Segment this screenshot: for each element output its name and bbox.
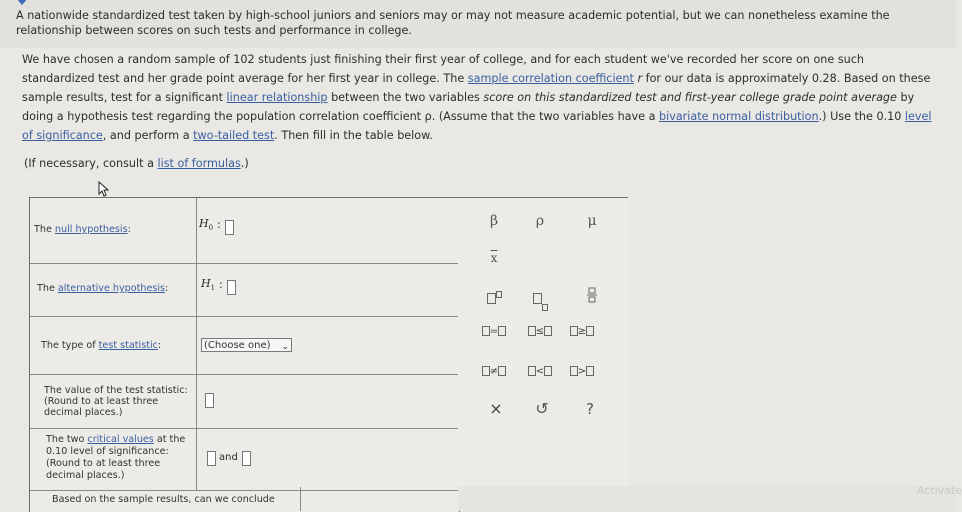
mu-button[interactable]: μ <box>587 213 597 229</box>
clear-button[interactable]: × <box>489 399 503 418</box>
relation-symbol: ≤ <box>535 326 545 337</box>
label-line: (Round to at least three <box>46 458 161 469</box>
chevron-down-icon[interactable] <box>16 0 28 6</box>
label-line: decimal places.) <box>46 470 125 481</box>
label-text: at the <box>153 434 186 445</box>
critical-value-1-input[interactable] <box>207 451 216 466</box>
test-statistic-input[interactable] <box>205 393 214 408</box>
footer-bar <box>458 486 956 511</box>
not-equal-button[interactable] <box>474 359 514 385</box>
less-equal-button[interactable] <box>520 319 560 345</box>
greater-equal-button[interactable] <box>562 319 602 345</box>
label-line: 0.10 level of significance: <box>46 446 169 457</box>
link-null-hypothesis[interactable]: null hypothesis <box>54 224 128 235</box>
relation-symbol: > <box>577 366 587 377</box>
problem-part: , and perform a <box>102 129 194 142</box>
conclusion-prompt: Based on the sample results, can we conclude <box>52 494 275 505</box>
problem-part: .) Use the 0.10 <box>818 110 905 123</box>
h-subscript: 1 <box>210 284 216 293</box>
box-glyph <box>528 326 536 336</box>
row-test-statistic-type <box>30 316 459 375</box>
label-text: The type of <box>41 340 99 351</box>
label-text: : <box>165 283 169 294</box>
link-critical-values[interactable]: critical values <box>87 434 154 445</box>
problem-part: for our data is approximately 0.28. Based on these sample results, test for a significant <box>22 72 931 104</box>
conclusion-cell <box>300 487 459 511</box>
relation-symbol: = <box>489 326 499 337</box>
alternative-hypothesis-label <box>37 283 168 294</box>
box-glyph <box>498 366 506 376</box>
undo-button[interactable]: ↺ <box>535 399 549 418</box>
box-glyph <box>544 326 552 336</box>
colon: : <box>219 278 223 291</box>
h-subscript: 0 <box>208 224 214 233</box>
formulas-suffix: .) <box>240 157 249 170</box>
h0-symbol <box>199 217 213 232</box>
rho-button[interactable]: ρ <box>535 213 545 229</box>
label-cell <box>30 263 197 316</box>
chevron-down-icon: ⌄ <box>281 342 289 352</box>
h-letter: H <box>199 217 209 230</box>
answer-table <box>29 197 460 512</box>
box-glyph <box>570 326 578 336</box>
problem-part: between the two variables <box>327 91 484 104</box>
box-glyph <box>533 293 542 304</box>
problem-text <box>22 50 932 145</box>
link-alternative-hypothesis[interactable]: alternative hypothesis <box>57 283 166 294</box>
subscript-button[interactable] <box>520 285 560 311</box>
and-text: and <box>219 452 238 463</box>
box-glyph <box>570 366 578 376</box>
critical-value-2-input[interactable] <box>242 451 251 466</box>
link-two-tailed-test[interactable]: two-tailed test <box>193 129 275 142</box>
link-bivariate-normal[interactable]: bivariate normal distribution <box>659 110 819 123</box>
label-line: (Round to at least three <box>44 396 159 407</box>
xbar-button[interactable]: $\overline{x}$ <box>490 251 498 265</box>
box-glyph <box>586 326 594 336</box>
relation-symbol: ≠ <box>489 366 499 377</box>
intro-text: A nationwide standardized test taken by high-school juniors and seniors may or may not measure academic potential, but we can nonetheless examine the relationship between scores on such tests and performance in college. <box>16 9 890 37</box>
label-line: decimal places.) <box>44 407 123 418</box>
test-statistic-type-label <box>41 340 161 351</box>
box-glyph <box>482 326 490 336</box>
link-list-of-formulas[interactable]: list of formulas <box>157 157 241 170</box>
row-critical-values <box>30 428 459 491</box>
critical-values-label <box>46 434 185 482</box>
r-symbol: r <box>637 72 643 85</box>
problem-part: . Then fill in the table below. <box>274 129 433 142</box>
box-glyph <box>498 326 506 336</box>
variables-italic: score on this standardized test and first-year college grade point average <box>483 91 897 104</box>
less-than-button[interactable] <box>520 359 560 385</box>
test-statistic-select[interactable] <box>201 338 292 352</box>
formulas-note <box>24 156 249 171</box>
h1-symbol <box>201 277 215 292</box>
label-text: The two <box>46 434 88 445</box>
box-glyph <box>542 304 548 311</box>
problem-part: We have chosen a random sample of 102 students just finishing their first year of college, and for each student we've recorded her score on one such standardized test and her grade point average for her first year in college. The <box>22 53 864 85</box>
problem-part: by doing a hypothesis test regarding the population correlation coefficient ρ. (Assume that the two variables have a <box>22 91 915 123</box>
link-linear-relationship[interactable]: linear relationship <box>226 91 328 104</box>
value-cell <box>197 374 459 428</box>
box-glyph <box>544 366 552 376</box>
row-test-statistic-value <box>30 374 459 429</box>
value-cell <box>197 428 459 490</box>
label-text: : <box>157 340 162 351</box>
link-test-statistic[interactable]: test statistic <box>98 340 158 351</box>
label-text: The <box>37 283 58 294</box>
box-glyph <box>482 366 490 376</box>
symbol-palette <box>458 197 628 487</box>
row-null-hypothesis <box>30 198 459 264</box>
fraction-button[interactable] <box>572 285 612 311</box>
link-level-of-significance[interactable]: level of significance <box>22 110 932 142</box>
equals-button[interactable] <box>474 319 514 345</box>
h-letter: H <box>201 277 211 290</box>
label-cell <box>30 374 197 428</box>
beta-button[interactable]: β <box>489 213 499 229</box>
null-hypothesis-label <box>34 224 131 235</box>
superscript-button[interactable] <box>474 285 514 311</box>
activate-watermark: Activate <box>916 484 962 497</box>
formulas-prefix: (If necessary, consult a <box>24 157 158 170</box>
fraction-icon <box>587 287 597 303</box>
label-cell <box>30 316 197 374</box>
value-cell <box>197 198 459 263</box>
box-glyph <box>496 291 502 298</box>
row-alternative-hypothesis <box>30 263 459 317</box>
greater-than-button[interactable] <box>562 359 602 385</box>
test-statistic-value-label <box>44 385 188 418</box>
label-text: The <box>34 224 55 235</box>
box-glyph <box>586 366 594 376</box>
box-glyph <box>528 366 536 376</box>
label-cell <box>30 428 197 490</box>
select-value: (Choose one) <box>204 340 271 351</box>
link-sample-correlation[interactable]: sample correlation coefficient <box>467 72 634 85</box>
h0-input[interactable] <box>225 220 234 235</box>
relation-symbol: < <box>535 366 545 377</box>
value-cell <box>197 316 459 374</box>
help-button[interactable]: ? <box>586 400 594 418</box>
value-cell <box>197 263 459 316</box>
mouse-cursor-icon <box>98 181 110 197</box>
relation-symbol: ≥ <box>577 326 587 337</box>
label-cell <box>30 198 197 263</box>
label-line: The value of the test statistic: <box>44 385 188 396</box>
h1-input[interactable] <box>227 280 236 295</box>
box-glyph <box>487 293 496 304</box>
label-text: : <box>127 224 131 235</box>
colon: : <box>217 218 221 231</box>
